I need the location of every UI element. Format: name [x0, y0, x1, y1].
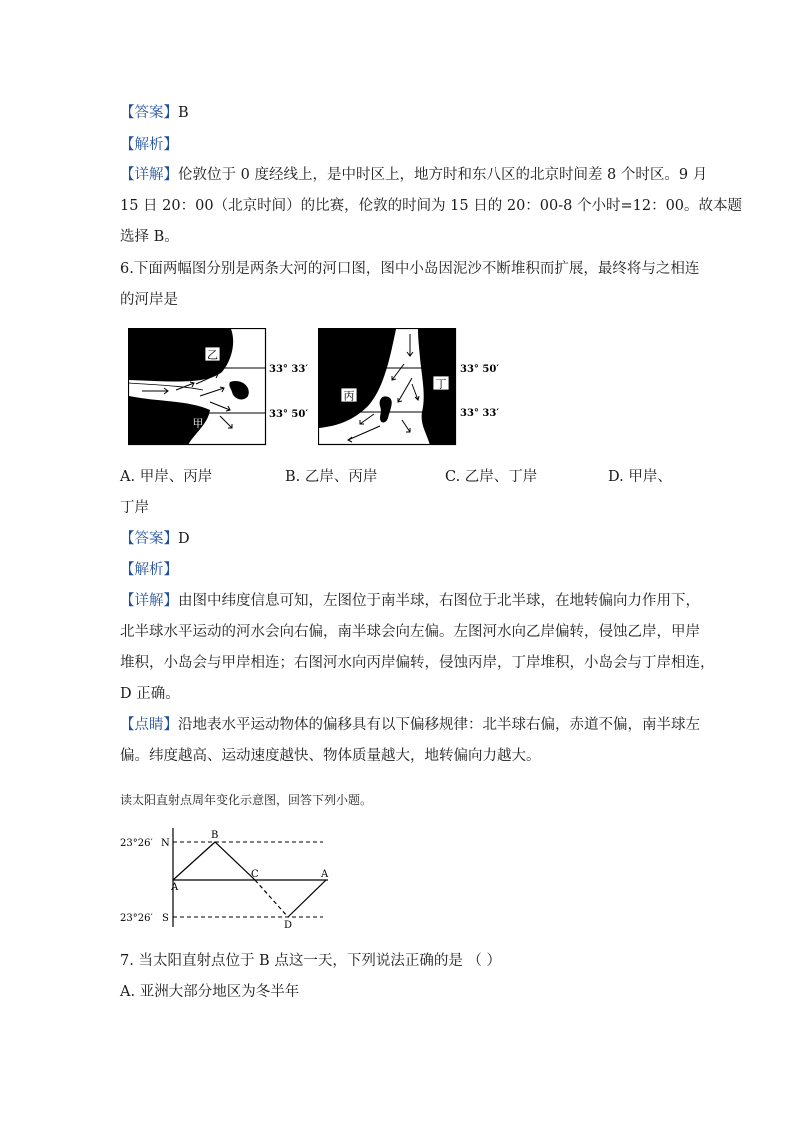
q6-option-d: D. 甲岸、: [608, 469, 672, 485]
lat-label-right-top: 33° 50′: [460, 364, 499, 375]
bank-label-yi: 乙: [207, 348, 218, 362]
estuary-figure-right: [318, 328, 508, 448]
detail-label: 【详解】: [120, 593, 178, 609]
n-label: N: [161, 838, 170, 849]
q6-tip-line-2: 偏。纬度越高、运动速度越快、物体质量越大，地转偏向力越大。: [120, 748, 541, 764]
sun-direct-point-figure: [118, 822, 338, 932]
point-c: C: [251, 869, 259, 880]
estuary-figure-left: [128, 328, 313, 448]
sun-intro: 读太阳直射点周年变化示意图，回答下列小题。: [120, 793, 373, 807]
q6-detail-line-2: 北半球水平运动的河水会向右偏，南半球会向左偏。左图河水向乙岸偏转，侵蚀乙岸，甲岸: [120, 624, 700, 640]
q5-analysis-label: 【解析】: [120, 137, 178, 153]
point-a-end: A: [321, 869, 329, 880]
detail-label: 【详解】: [120, 167, 178, 183]
q7-option-a: A. 亚洲大部分地区为冬半年: [120, 984, 300, 1000]
q5-answer: [120, 103, 189, 123]
q6-answer: [120, 529, 190, 549]
q6-detail-line-1: [120, 591, 700, 611]
s-label: S: [162, 913, 169, 924]
q6-stem-line-1: 6.下面两幅图分别是两条大河的河口图，图中小岛因泥沙不断堆积而扩展，最终将与之相连: [120, 261, 700, 277]
point-d: D: [284, 920, 293, 931]
bank-label-jia: 甲: [192, 417, 204, 430]
answer-value: D: [178, 531, 190, 547]
q6-stem-line-2: 的河岸是: [120, 292, 178, 308]
lat-n-label: 23°26′: [120, 838, 153, 849]
q6-option-d-cont: 丁岸: [120, 500, 149, 516]
q7-stem: 7. 当太阳直射点位于 B 点这一天，下列说法正确的是 （ ）: [120, 953, 502, 969]
bank-label-bing: 丙: [343, 389, 355, 403]
lat-label-left-top: 33° 33′: [269, 364, 308, 375]
lat-label-right-bottom: 33° 33′: [460, 408, 499, 419]
q6-option-b: B. 乙岸、丙岸: [285, 469, 378, 485]
q6-option-c: C. 乙岸、丁岸: [445, 469, 538, 485]
point-b: B: [211, 830, 219, 841]
lat-label-left-bottom: 33° 50′: [269, 409, 308, 420]
tip-text: 沿地表水平运动物体的偏移具有以下偏移规律：北半球右偏，赤道不偏，南半球左: [178, 717, 700, 733]
answer-label: 【答案】: [120, 531, 178, 547]
point-a-start: A: [171, 882, 179, 893]
detail-text: 伦敦位于 0 度经线上，是中时区上，地方时和东八区的北京时间差 8 个时区。9 月: [178, 167, 708, 183]
q6-tip-line-1: [120, 715, 700, 735]
q6-detail-line-3: 堆积，小岛会与甲岸相连；右图河水向丙岸偏转，侵蚀丙岸，丁岸堆积，小岛会与丁岸相连，: [120, 655, 715, 671]
q5-detail-line-2: 15 日 20：00（北京时间）的比赛，伦敦的时间为 15 日的 20：00-8 个小时=12：00。故本题: [120, 198, 743, 214]
q6-analysis-label: 【解析】: [120, 562, 178, 578]
q5-detail-line-3: 选择 B。: [120, 229, 179, 245]
answer-label: 【答案】: [120, 105, 178, 121]
answer-value: B: [178, 105, 189, 121]
tip-label: 【点睛】: [120, 717, 178, 733]
detail-text: 由图中纬度信息可知，左图位于南半球，右图位于北半球，在地转偏向力作用下，: [178, 593, 700, 609]
q5-detail-line-1: [120, 165, 707, 185]
bank-label-ding: 丁: [435, 377, 447, 391]
lat-s-label: 23°26′: [120, 913, 153, 924]
q6-option-a: A. 甲岸、丙岸: [120, 469, 213, 485]
q6-detail-line-4: D 正确。: [120, 686, 180, 702]
